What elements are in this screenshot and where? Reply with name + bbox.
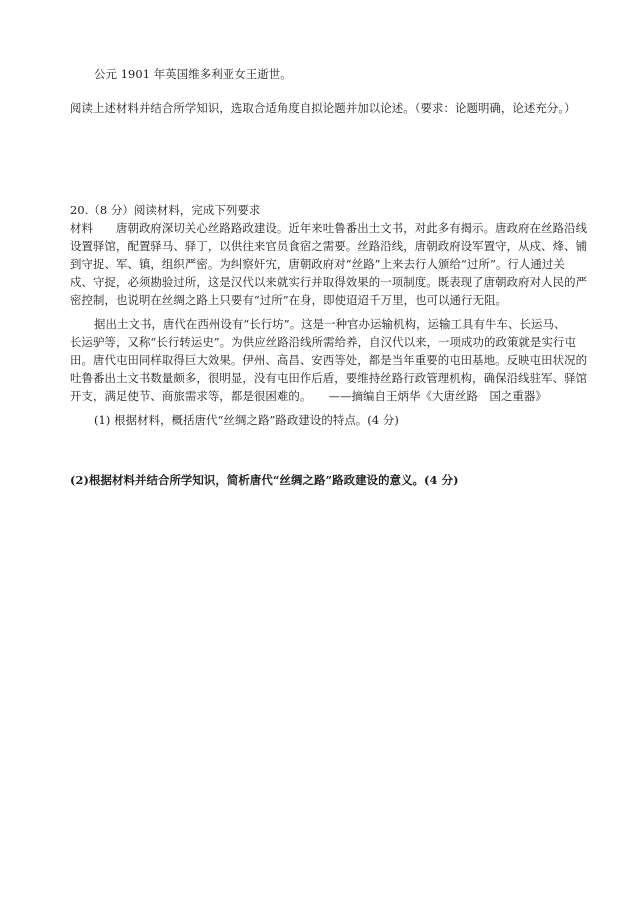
material-line: 戍、守捉，必须勘验过所，这是汉代以来就实行并取得效果的一项制度。既表现了唐朝政府对人民的严 bbox=[70, 275, 588, 289]
material-line: 吐鲁番出土文书数量颇多，很明显，没有屯田作后盾，要维持丝路行政管理机构，确保沿线驻军、驿馆 bbox=[70, 371, 588, 385]
material-line: 据出土文书，唐代在西州设有“长行坊”。这是一种官办运输机构，运输工具有牛车、长运马、 bbox=[94, 317, 566, 331]
sub-question-1: (1) 根据材料，概括唐代“丝绸之路”路政建设的特点。(4 分) bbox=[94, 413, 399, 427]
sub-question-2: (2)根据材料并结合所学知识，简析唐代“丝绸之路”路政建设的意义。(4 分) bbox=[70, 473, 459, 487]
material-line: 开支，满足使节、商旅需求等，都是很困难的。 ——摘编自王炳华《大唐丝路 国之重器》 bbox=[70, 389, 547, 403]
question-20-header: 20.（8 分）阅读材料，完成下列要求 bbox=[70, 203, 261, 217]
material-line: 材料 唐朝政府深切关心丝路路政建设。近年来吐鲁番出土文书，对此多有揭示。唐政府在丝路沿线 bbox=[70, 221, 588, 235]
essay-instruction: 阅读上述材料并结合所学知识，选取合适角度自拟论题并加以论述。（要求：论题明确，论述充分。） bbox=[70, 101, 576, 115]
material-line: 长运驴等，又称“长行转运史”。为供应丝路沿线所需给养，自汉代以来，一项成功的政策就是实行屯 bbox=[70, 335, 576, 349]
material-line: 田。唐代屯田同样取得巨大效果。伊州、高昌、安西等处，都是当年重要的屯田基地。反映屯田状况的 bbox=[70, 353, 588, 367]
historical-fact-line: 公元 1901 年英国维多利亚女王逝世。 bbox=[94, 67, 292, 81]
material-line: 到守捉、军、镇，组织严密。为纠察奸宄，唐朝政府对“丝路”上来去行人颁给“过所”。行人通过关 bbox=[70, 257, 565, 271]
material-line: 设置驿馆，配置驿马、驿丁，以供往来官员食宿之需要。丝路沿线，唐朝政府设军置守，从戍、烽、铺 bbox=[70, 239, 588, 253]
material-line: 密控制，也说明在丝绸之路上只要有“过所”在身，即使迢迢千万里，也可以通行无阻。 bbox=[70, 293, 508, 307]
